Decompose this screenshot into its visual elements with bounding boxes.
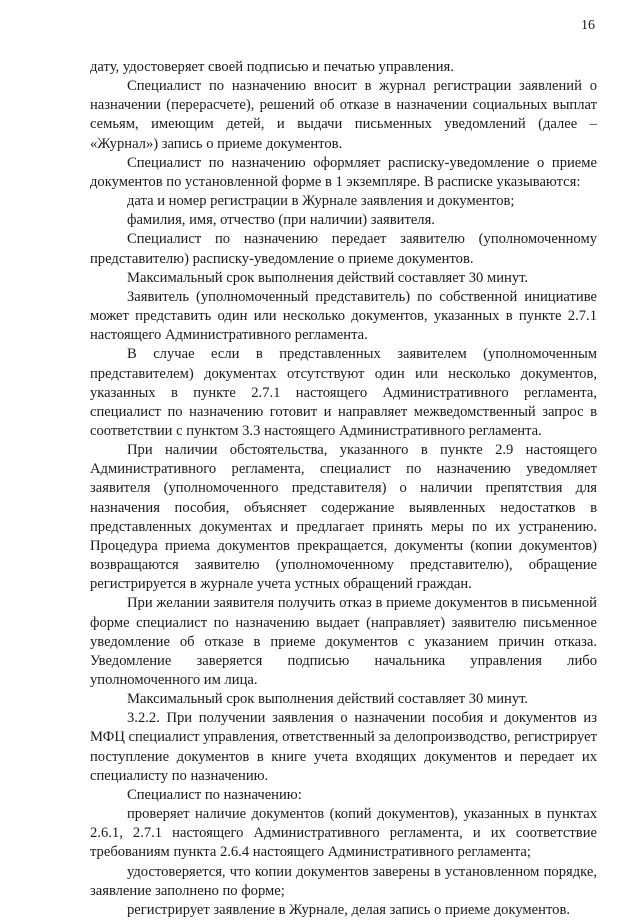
paragraph: удостоверяется, что копии документов заверены в установленном порядке, заявление заполнено по форме;: [90, 863, 597, 899]
paragraph: Максимальный срок выполнения действий составляет 30 минут.: [127, 269, 529, 286]
paragraph: При наличии обстоятельства, указанного в пункте 2.9 настоящего Административного регламента, специалист по назначению уведомляет заявителя (уполномоченного представителя) о наличии препятствия для назначения пособия, объясняет содержание выявленных недостатков в представленных документах и предлагает принять меры по их устранению. Процедура приема документов прекращается, документы (копии документов) возвращаются заявителю (уполномоченному представителю), обращение регистрируется в журнале учета устных обращений граждан.: [90, 442, 597, 593]
paragraph: Заявитель (уполномоченный представитель) по собственной инициативе может представить один или несколько документов, указанных в пункте 2.7.1 настоящего Административного регламента.: [90, 288, 597, 344]
paragraph: Специалист по назначению оформляет расписку-уведомление о приеме документов по установленной форме в 1 экземпляре. В расписке указываются:: [90, 154, 597, 190]
paragraph: 3.2.2. При получении заявления о назначении пособия и документов из МФЦ специалист управления, ответственный за делопроизводство, регистрирует поступление документов в книге учета входящих документов и передает их специалисту по назначению.: [90, 710, 597, 784]
paragraph: При желании заявителя получить отказ в приеме документов в письменной форме специалист по назначению выдает (направляет) заявителю письменное уведомление об отказе в приеме документов с указанием причин отказа. Уведомление заверяется подписью начальника управления либо уполномоченного им лица.: [90, 595, 597, 688]
paragraph: дата и номер регистрации в Журнале заявления и документов;: [127, 193, 515, 210]
paragraph: В случае если в представленных заявителем (уполномоченным представителем) документах отсутствуют один или несколько документов, указанных в пункте 2.7.1 настоящего Административного регламента, специалист по назначению готовит и направляет межведомственный запрос в соответствии с пунктом 3.3 настоящего Административного регламента.: [90, 346, 597, 439]
paragraph: проверяет наличие документов (копий документов), указанных в пунктах 2.6.1, 2.7.1 настоящего Административного регламента, и их соответствие требованиям пункта 2.6.4 настоящего Административного регламента;: [90, 806, 597, 861]
paragraph: Специалист по назначению вносит в журнал регистрации заявлений о назначении (перерасчете), решений об отказе в назначении социальных выплат семьям, имеющим детей, и выдачи письменных уведомлений (далее – «Журнал») запись о приеме документов.: [90, 78, 597, 152]
page-number: 16: [581, 18, 595, 33]
document-body: [90, 58, 597, 920]
paragraph: Максимальный срок выполнения действий составляет 30 минут.: [127, 691, 529, 708]
paragraph: регистрирует заявление в Журнале, делая запись о приеме документов.: [127, 901, 570, 918]
paragraph: фамилия, имя, отчество (при наличии) заявителя.: [127, 212, 435, 229]
paragraph: дату, удостоверяет своей подписью и печатью управления.: [90, 59, 454, 75]
paragraph: Специалист по назначению передает заявителю (уполномоченному представителю) расписку-уведомление о приеме документов.: [90, 231, 597, 267]
paragraph: Специалист по назначению:: [127, 786, 302, 803]
